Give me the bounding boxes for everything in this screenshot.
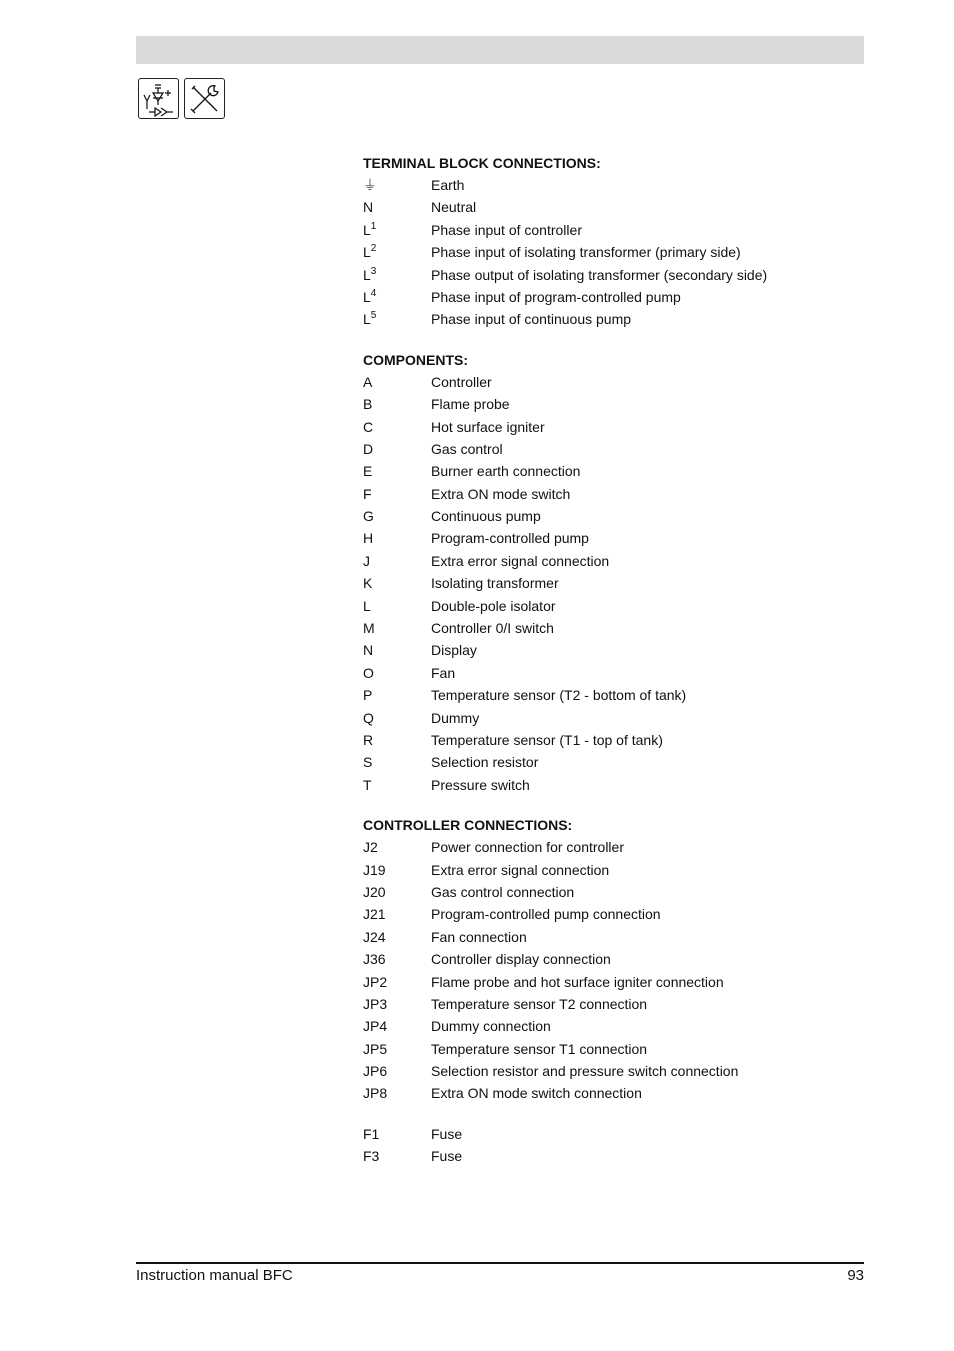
list-item	[363, 286, 843, 308]
item-description: Temperature sensor T2 connection	[431, 995, 648, 1012]
item-description: Controller 0/I switch	[431, 620, 554, 637]
list-item	[363, 393, 843, 415]
item-code	[363, 707, 431, 729]
item-code-text: J2	[363, 839, 378, 856]
item-description: Phase input of controller	[431, 221, 582, 238]
item-description: Extra error signal connection	[431, 861, 610, 878]
item-description: Earth	[431, 177, 465, 193]
item-code	[363, 971, 431, 993]
installer-valve-icon	[138, 78, 179, 119]
item-code	[363, 550, 431, 572]
item-code-text: L	[363, 221, 371, 238]
list-item	[363, 903, 843, 925]
item-description: Fuse	[431, 1148, 463, 1165]
connections-list	[363, 152, 843, 1168]
item-code	[363, 1015, 431, 1037]
item-description: Gas control connection	[431, 883, 575, 900]
item-code	[363, 684, 431, 706]
list-item	[363, 1123, 843, 1145]
item-code-text: JP2	[363, 973, 388, 990]
list-item	[363, 1145, 843, 1167]
list-item	[363, 308, 843, 330]
item-description: Phase input of isolating transformer (primary side)	[431, 244, 741, 261]
footer-title: Instruction manual BFC	[136, 1267, 293, 1284]
item-code-text: A	[363, 373, 373, 390]
item-description: Gas control	[431, 440, 503, 457]
item-code-text: L	[363, 311, 371, 328]
list-item	[363, 460, 843, 482]
list-item	[363, 595, 843, 617]
item-code-text: JP3	[363, 995, 388, 1012]
item-code	[363, 926, 431, 948]
item-code-text: L	[363, 266, 371, 283]
fuses-rows	[363, 1123, 843, 1168]
item-code-text: JP6	[363, 1063, 388, 1080]
item-code	[363, 416, 431, 438]
list-item	[363, 438, 843, 460]
item-code-text: L	[363, 597, 371, 614]
item-code-text: Q	[363, 709, 374, 726]
item-code	[363, 729, 431, 751]
list-item	[363, 416, 843, 438]
item-code-text: J	[363, 552, 370, 569]
item-code	[363, 264, 431, 286]
item-code-superscript: 2	[370, 243, 377, 255]
item-description: Temperature sensor (T2 - bottom of tank)	[431, 687, 687, 704]
item-code-text: K	[363, 575, 373, 592]
earth-icon	[363, 174, 431, 196]
item-code-text: N	[363, 642, 374, 659]
list-item	[363, 1060, 843, 1082]
item-code	[363, 1123, 431, 1145]
list-item	[363, 550, 843, 572]
item-code-text: O	[363, 664, 374, 681]
components-section-title: COMPONENTS:	[363, 351, 468, 368]
item-code-text: L	[363, 288, 371, 305]
item-code	[363, 751, 431, 773]
item-code	[363, 460, 431, 482]
item-code-text: JP4	[363, 1018, 388, 1035]
list-item	[363, 241, 843, 263]
page-number: 93	[847, 1267, 864, 1284]
item-code-superscript: 3	[370, 265, 377, 277]
list-item	[363, 836, 843, 858]
item-code-text: J21	[363, 906, 386, 923]
components-rows	[363, 371, 843, 796]
item-description: Extra error signal connection	[431, 552, 610, 569]
item-code-text: JP5	[363, 1040, 388, 1057]
item-code	[363, 371, 431, 393]
item-code-superscript: 4	[370, 287, 377, 299]
list-item	[363, 662, 843, 684]
item-code	[363, 1060, 431, 1082]
list-item	[363, 684, 843, 706]
item-description: Double-pole isolator	[431, 597, 556, 614]
list-item	[363, 707, 843, 729]
list-item	[363, 859, 843, 881]
item-code-text: H	[363, 530, 374, 547]
terminal-section-title: TERMINAL BLOCK CONNECTIONS:	[363, 155, 601, 171]
item-description: Program-controlled pump connection	[431, 906, 661, 923]
item-code	[363, 196, 431, 218]
list-item	[363, 881, 843, 903]
item-code	[363, 662, 431, 684]
list-item	[363, 948, 843, 970]
item-code	[363, 286, 431, 308]
item-description: Dummy connection	[431, 1018, 551, 1035]
item-code	[363, 572, 431, 594]
item-description: Fan	[431, 664, 456, 681]
list-item	[363, 572, 843, 594]
item-description: Power connection for controller	[431, 839, 624, 856]
item-description: Continuous pump	[431, 508, 541, 525]
item-description: Selection resistor	[431, 754, 539, 771]
item-code-text: P	[363, 687, 373, 704]
item-description: Pressure switch	[431, 776, 530, 793]
item-code	[363, 505, 431, 527]
item-code-superscript: 1	[370, 220, 377, 232]
item-code-text: J24	[363, 928, 386, 945]
item-code	[363, 438, 431, 460]
item-description: Display	[431, 642, 477, 659]
item-description: Hot surface igniter	[431, 418, 545, 435]
footer-rule	[136, 1262, 864, 1264]
item-code-text: J20	[363, 883, 386, 900]
item-code	[363, 859, 431, 881]
item-code-text: E	[363, 463, 373, 480]
item-code-text: F	[363, 485, 372, 502]
item-description: Controller	[431, 373, 492, 390]
item-code-text: F1	[363, 1125, 380, 1142]
list-item	[363, 993, 843, 1015]
item-code	[363, 1145, 431, 1167]
item-code-text: G	[363, 508, 374, 525]
item-code	[363, 1038, 431, 1060]
item-code-text: T	[363, 776, 372, 793]
terminal-rows	[363, 174, 843, 331]
item-code-text: N	[363, 199, 374, 216]
item-description: Temperature sensor (T1 - top of tank)	[431, 731, 663, 748]
item-description: Controller display connection	[431, 951, 611, 968]
item-code	[363, 774, 431, 796]
item-code-text: J19	[363, 861, 386, 878]
item-description: Extra ON mode switch	[431, 485, 571, 502]
list-item	[363, 774, 843, 796]
item-code	[363, 881, 431, 903]
item-description: Selection resistor and pressure switch connection	[431, 1063, 739, 1080]
list-item	[363, 617, 843, 639]
item-description: Phase input of continuous pump	[431, 311, 632, 328]
item-code	[363, 527, 431, 549]
item-code-text: J36	[363, 951, 386, 968]
item-code-text: D	[363, 440, 374, 457]
list-item	[363, 1015, 843, 1037]
list-item	[363, 219, 843, 241]
item-code	[363, 836, 431, 858]
item-description: Isolating transformer	[431, 575, 559, 592]
item-description: Phase output of isolating transformer (secondary side)	[431, 266, 768, 283]
item-code	[363, 241, 431, 263]
item-code	[363, 948, 431, 970]
list-item	[363, 1038, 843, 1060]
item-code	[363, 308, 431, 330]
item-code	[363, 903, 431, 925]
item-code	[363, 993, 431, 1015]
item-code-text: F3	[363, 1148, 380, 1165]
tools-icon	[184, 78, 225, 119]
item-description: Neutral	[431, 199, 477, 216]
list-item	[363, 196, 843, 218]
header-icons	[138, 78, 225, 119]
item-code-text: M	[363, 620, 375, 637]
item-code-superscript: 5	[370, 310, 377, 322]
header-bar	[136, 36, 864, 64]
item-code	[363, 393, 431, 415]
list-item	[363, 729, 843, 751]
list-item	[363, 639, 843, 661]
item-code-text: B	[363, 396, 373, 413]
item-code	[363, 1082, 431, 1104]
item-code	[363, 483, 431, 505]
item-description: Fuse	[431, 1125, 463, 1142]
item-description: Flame probe and hot surface igniter connection	[431, 973, 724, 990]
list-item	[363, 751, 843, 773]
controller-rows	[363, 836, 843, 1105]
list-item	[363, 371, 843, 393]
item-code	[363, 595, 431, 617]
list-item	[363, 483, 843, 505]
item-description: Fan connection	[431, 928, 527, 945]
item-code	[363, 617, 431, 639]
list-item	[363, 264, 843, 286]
item-code	[363, 219, 431, 241]
list-item	[363, 1082, 843, 1104]
item-description: Phase input of program-controlled pump	[431, 288, 681, 305]
list-item	[363, 174, 843, 196]
item-code-text: JP8	[363, 1085, 388, 1102]
item-code-text: C	[363, 418, 374, 435]
item-code	[363, 639, 431, 661]
list-item	[363, 527, 843, 549]
item-description: Burner earth connection	[431, 463, 581, 480]
list-item	[363, 505, 843, 527]
item-code-text: ⏚	[363, 177, 377, 193]
controller-section-title: CONTROLLER CONNECTIONS:	[363, 817, 573, 834]
item-description: Temperature sensor T1 connection	[431, 1040, 648, 1057]
item-code-text: R	[363, 731, 374, 748]
item-description: Dummy	[431, 709, 480, 726]
list-item	[363, 971, 843, 993]
item-description: Flame probe	[431, 396, 510, 413]
list-item	[363, 926, 843, 948]
item-description: Extra ON mode switch connection	[431, 1085, 642, 1102]
item-description: Program-controlled pump	[431, 530, 589, 547]
item-code-text: S	[363, 754, 373, 771]
item-code-text: L	[363, 244, 371, 261]
